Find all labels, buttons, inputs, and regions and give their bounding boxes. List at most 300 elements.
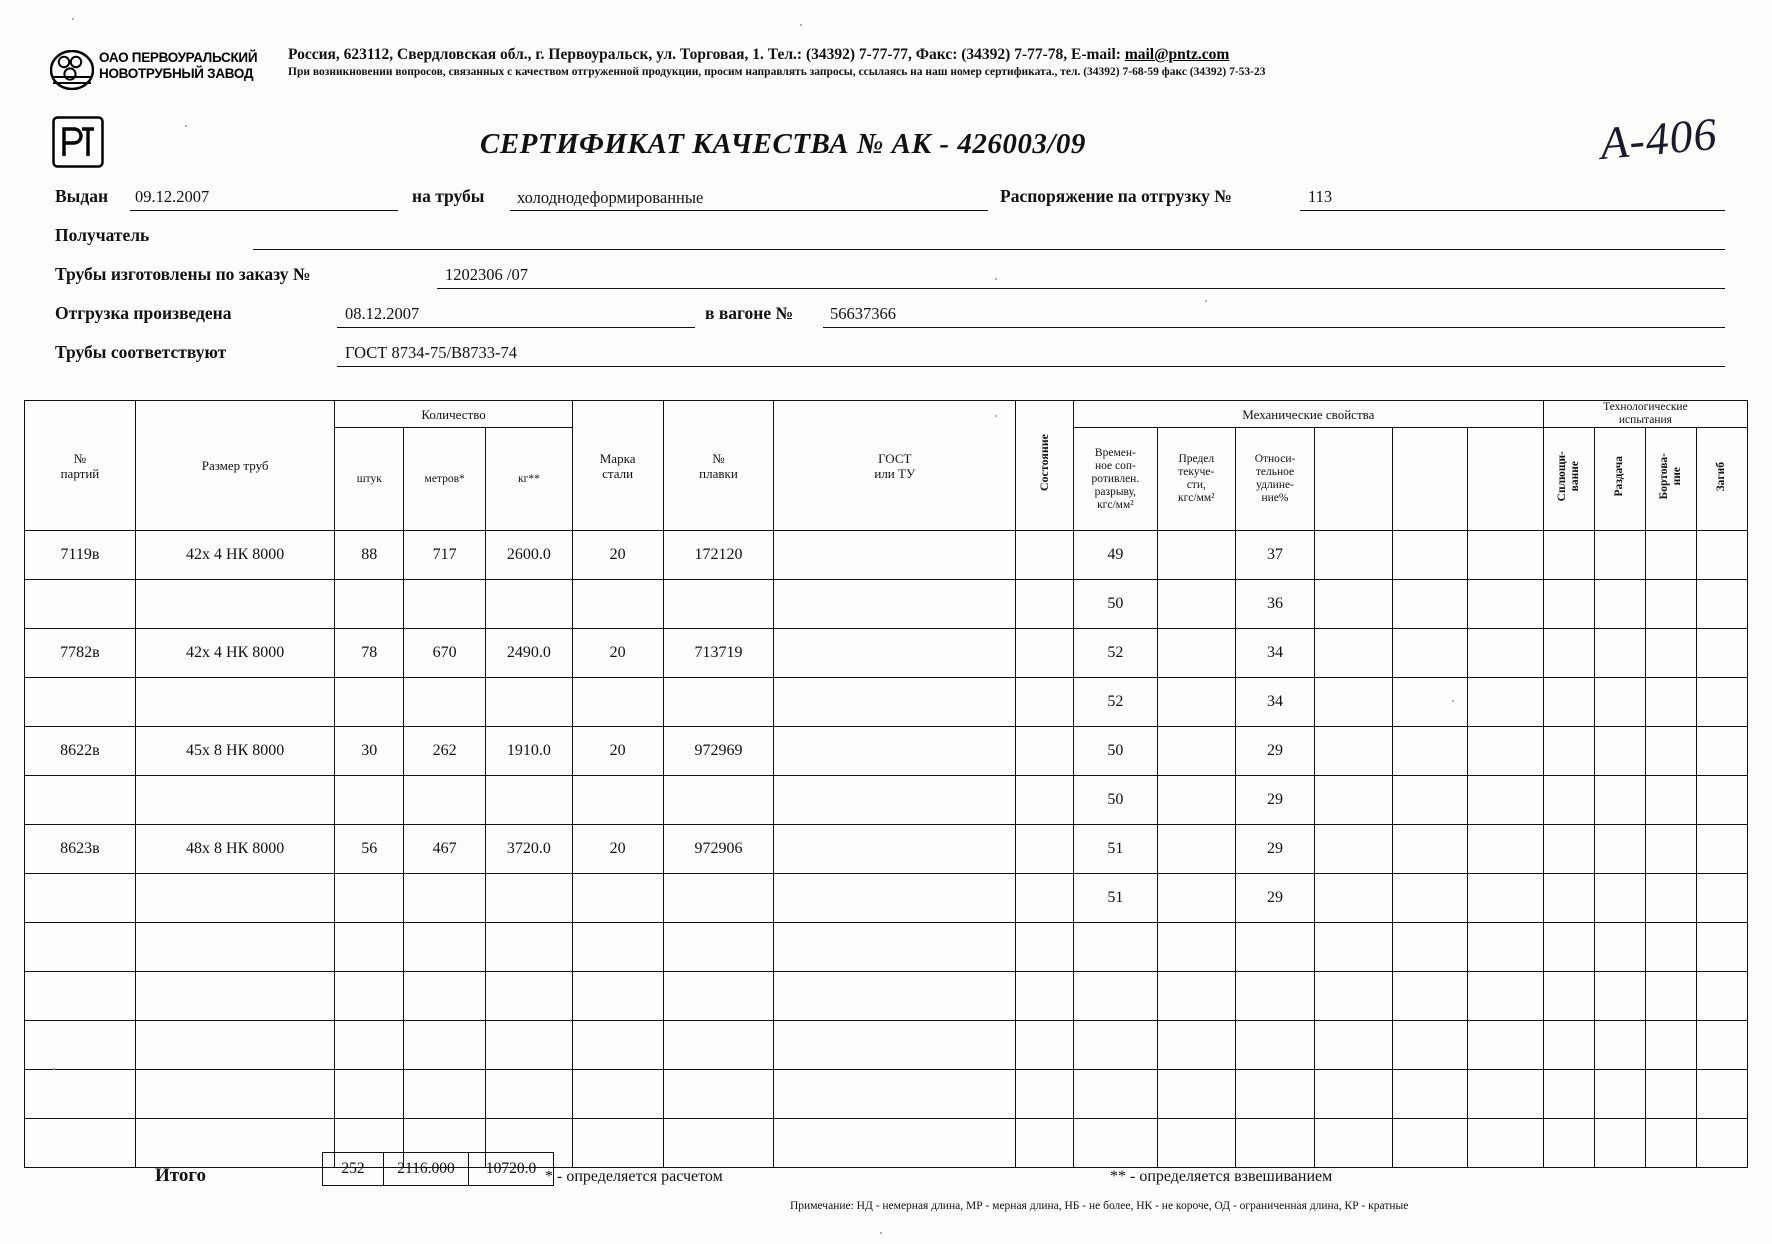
cell-elong (1235, 1021, 1315, 1070)
cell-flange (1645, 678, 1696, 727)
cell-heat: 972969 (663, 727, 774, 776)
cell-size: 48х 8 НК 8000 (135, 825, 335, 874)
table-row[interactable] (25, 580, 1748, 629)
cell-extra-3 (1468, 972, 1543, 1021)
cell-pieces (335, 1070, 404, 1119)
cell-party (25, 1021, 136, 1070)
cell-heat: 713719 (663, 629, 774, 678)
cell-heat (663, 1070, 774, 1119)
pipes-underline (510, 210, 988, 211)
cell-pieces (335, 923, 404, 972)
cell-flatten (1543, 972, 1594, 1021)
cell-pieces: 56 (335, 825, 404, 874)
cell-meters (404, 972, 486, 1021)
cell-extra-2 (1393, 825, 1468, 874)
conform-value[interactable]: ГОСТ 8734-75/В8733-74 (345, 343, 518, 362)
cell-bend (1696, 776, 1747, 825)
cell-kg: 2490.0 (486, 629, 572, 678)
cell-meters (404, 580, 486, 629)
company-address-block (288, 45, 1728, 80)
shipment-value[interactable]: 08.12.2007 (345, 304, 420, 323)
th-flatten: Сплющи- вание (1543, 428, 1594, 531)
cell-kg (486, 776, 572, 825)
cell-kg: 3720.0 (486, 825, 572, 874)
cell-party (25, 1119, 136, 1168)
cell-flange (1645, 776, 1696, 825)
cell-meters (404, 923, 486, 972)
th-yield: Предел текуче- сти, кгс/мм² (1158, 428, 1236, 531)
cell-party: 7119в (25, 531, 136, 580)
cell-extra-2 (1393, 776, 1468, 825)
form-row-shipment (55, 287, 1725, 322)
cell-gost (774, 825, 1016, 874)
cell-expand (1594, 678, 1645, 727)
wagon-value[interactable]: 56637366 (830, 304, 896, 323)
scan-speck (800, 24, 802, 26)
cell-pieces (335, 776, 404, 825)
cell-kg (486, 1021, 572, 1070)
cell-tensile (1073, 923, 1157, 972)
cell-steel (572, 1070, 663, 1119)
cell-size: 42х 4 НК 8000 (135, 629, 335, 678)
cell-kg (486, 678, 572, 727)
cell-expand (1594, 580, 1645, 629)
table-row[interactable] (25, 1119, 1748, 1168)
handwritten-mark: А-406 (1597, 107, 1719, 170)
cell-steel (572, 776, 663, 825)
order-label: Трубы изготовлены по заказу № (55, 264, 311, 284)
cell-state (1016, 776, 1074, 825)
cell-state (1016, 629, 1074, 678)
cell-meters (404, 678, 486, 727)
cell-bend (1696, 1070, 1747, 1119)
cell-party: 8622в (25, 727, 136, 776)
table-row[interactable] (25, 1021, 1748, 1070)
cell-state (1016, 825, 1074, 874)
cell-tensile: 52 (1073, 629, 1157, 678)
cell-flatten (1543, 1021, 1594, 1070)
cell-elong: 36 (1235, 580, 1315, 629)
cell-state (1016, 1021, 1074, 1070)
receiver-underline (253, 249, 1725, 250)
cell-gost (774, 776, 1016, 825)
cell-elong: 29 (1235, 874, 1315, 923)
cell-heat (663, 923, 774, 972)
cell-expand (1594, 1070, 1645, 1119)
issued-underline (130, 210, 398, 211)
pipes-label: на трубы (412, 186, 485, 206)
cell-bend (1696, 727, 1747, 776)
th-expand: Раздача (1594, 428, 1645, 531)
cell-yield (1158, 531, 1236, 580)
cell-extra-2 (1393, 678, 1468, 727)
table-row[interactable] (25, 629, 1748, 678)
cell-extra-1 (1315, 1119, 1393, 1168)
cell-size (135, 580, 335, 629)
cell-extra-1 (1315, 629, 1393, 678)
th-elong: Относи- тельное удлине- ние% (1235, 428, 1315, 531)
cell-gost (774, 1021, 1016, 1070)
cell-extra-3 (1468, 629, 1543, 678)
cell-party (25, 874, 136, 923)
cell-pieces (335, 972, 404, 1021)
table-row[interactable] (25, 727, 1748, 776)
header-row-1 (25, 401, 1748, 428)
cell-flange (1645, 531, 1696, 580)
cell-state (1016, 1070, 1074, 1119)
cell-steel: 20 (572, 825, 663, 874)
cell-meters: 262 (404, 727, 486, 776)
page-header (50, 45, 1730, 105)
cell-extra-2 (1393, 629, 1468, 678)
conform-label: Трубы соответствуют (55, 342, 227, 362)
table-row[interactable] (25, 874, 1748, 923)
cell-gost (774, 1070, 1016, 1119)
th-steel-grade: Марка стали (572, 401, 663, 531)
cell-expand (1594, 1119, 1645, 1168)
scan-speck (1205, 300, 1207, 302)
cell-extra-3 (1468, 531, 1543, 580)
cell-yield (1158, 1021, 1236, 1070)
cell-flange (1645, 1070, 1696, 1119)
cell-yield (1158, 776, 1236, 825)
th-party-no: № партий (25, 401, 136, 531)
form-row-issued (55, 182, 1725, 217)
cell-pieces (335, 580, 404, 629)
cell-steel (572, 678, 663, 727)
cell-steel: 20 (572, 531, 663, 580)
cell-expand (1594, 727, 1645, 776)
cell-gost (774, 1119, 1016, 1168)
pipes-value[interactable]: холоднодеформированные (517, 188, 704, 207)
cell-extra-3 (1468, 727, 1543, 776)
cell-extra-1 (1315, 923, 1393, 972)
cell-flatten (1543, 629, 1594, 678)
rostest-stamp-icon (52, 116, 104, 168)
cell-extra-2 (1393, 580, 1468, 629)
cell-heat (663, 1021, 774, 1070)
cell-meters: 670 (404, 629, 486, 678)
cell-tensile (1073, 972, 1157, 1021)
cell-elong: 34 (1235, 629, 1315, 678)
cell-flatten (1543, 874, 1594, 923)
cell-extra-3 (1468, 776, 1543, 825)
cell-yield (1158, 825, 1236, 874)
table-row[interactable] (25, 825, 1748, 874)
cell-kg: 1910.0 (486, 727, 572, 776)
cell-kg: 2600.0 (486, 531, 572, 580)
cell-meters: 467 (404, 825, 486, 874)
cell-flatten (1543, 580, 1594, 629)
cell-state (1016, 678, 1074, 727)
cell-extra-2 (1393, 1119, 1468, 1168)
cell-extra-3 (1468, 923, 1543, 972)
cell-yield (1158, 727, 1236, 776)
table-head (25, 401, 1748, 531)
cell-meters (404, 776, 486, 825)
cell-extra-3 (1468, 1119, 1543, 1168)
cell-elong (1235, 1119, 1315, 1168)
cell-tensile: 50 (1073, 580, 1157, 629)
table-row[interactable] (25, 776, 1748, 825)
cell-pieces (335, 678, 404, 727)
cell-expand (1594, 874, 1645, 923)
cell-flange (1645, 874, 1696, 923)
th-qty-pieces: штук (335, 428, 404, 531)
cell-tensile (1073, 1119, 1157, 1168)
cell-steel (572, 1119, 663, 1168)
cell-state (1016, 531, 1074, 580)
cell-pieces: 78 (335, 629, 404, 678)
cell-steel (572, 1021, 663, 1070)
cell-size (135, 678, 335, 727)
cell-gost (774, 972, 1016, 1021)
cell-extra-1 (1315, 874, 1393, 923)
cell-elong: 37 (1235, 531, 1315, 580)
cell-extra-1 (1315, 1021, 1393, 1070)
cell-party (25, 972, 136, 1021)
scan-speck (995, 278, 997, 280)
th-mech-extra-2 (1393, 428, 1468, 531)
form-row-order (55, 252, 1725, 287)
company-logo (50, 50, 275, 90)
cell-tensile (1073, 1070, 1157, 1119)
ship-order-label: Распоряжение па отгрузку № (1000, 186, 1232, 206)
company-note: При возникновении вопросов, связанных с качеством отгруженной продукции, просим направлять запросы, ссылаясь на наш номер сертификата., тел. (34392) 7-68-59 факс (34392) 7-53-23 (288, 66, 1266, 78)
cell-size (135, 972, 335, 1021)
cell-party (25, 1070, 136, 1119)
table-row[interactable] (25, 531, 1748, 580)
cell-yield (1158, 629, 1236, 678)
shipment-label: Отгрузка произведена (55, 303, 232, 323)
form-row-receiver (55, 217, 1725, 252)
cell-extra-2 (1393, 531, 1468, 580)
cell-gost (774, 678, 1016, 727)
th-size: Размер труб (135, 401, 335, 531)
cell-yield (1158, 972, 1236, 1021)
cell-steel (572, 972, 663, 1021)
cell-party: 8623в (25, 825, 136, 874)
pntz-logo-icon (50, 50, 94, 90)
cell-yield (1158, 923, 1236, 972)
cell-tensile: 49 (1073, 531, 1157, 580)
total-meters: 2116.000 (383, 1152, 468, 1186)
cell-heat (663, 874, 774, 923)
footnote-weigh: ** - определяется взвешиванием (1110, 1168, 1333, 1185)
table-body (25, 531, 1748, 1168)
cell-pieces (335, 874, 404, 923)
th-heat-no: № плавки (663, 401, 774, 531)
cell-state (1016, 1119, 1074, 1168)
th-qty-kg: кг** (486, 428, 572, 531)
company-address: Россия, 623112, Свердловская обл., г. Первоуральск, ул. Торговая, 1. Тел.: (34392) 7-77-77, Факс: (34392) 7-77-78, E-mail: mail@pntz.com (288, 46, 1230, 63)
th-quantity: Количество (335, 401, 572, 428)
cell-flange (1645, 825, 1696, 874)
cell-flatten (1543, 531, 1594, 580)
conform-underline (337, 366, 1725, 367)
cell-bend (1696, 825, 1747, 874)
cell-elong: 29 (1235, 776, 1315, 825)
cell-yield (1158, 1070, 1236, 1119)
cell-extra-2 (1393, 923, 1468, 972)
footnote-remark: Примечание: НД - немерная длина, МР - мерная длина, НБ - не более, НК - не короче, ОД - ограниченная длина, КР - кратные (790, 1200, 1409, 1212)
cell-tensile: 51 (1073, 874, 1157, 923)
cell-size (135, 1070, 335, 1119)
cell-flatten (1543, 727, 1594, 776)
cell-meters (404, 1021, 486, 1070)
cell-state (1016, 727, 1074, 776)
cell-extra-3 (1468, 874, 1543, 923)
wagon-label: в вагоне № (705, 303, 794, 323)
cell-flatten (1543, 825, 1594, 874)
cell-expand (1594, 923, 1645, 972)
cell-size: 45х 8 НК 8000 (135, 727, 335, 776)
cell-heat (663, 580, 774, 629)
cell-extra-1 (1315, 678, 1393, 727)
th-state: Состояние (1016, 401, 1074, 531)
cell-size (135, 1021, 335, 1070)
cell-size (135, 923, 335, 972)
cell-yield (1158, 1119, 1236, 1168)
cell-party: 7782в (25, 629, 136, 678)
cell-extra-1 (1315, 1070, 1393, 1119)
cell-bend (1696, 1021, 1747, 1070)
cell-elong: 29 (1235, 825, 1315, 874)
cell-state (1016, 923, 1074, 972)
ship-order-value[interactable]: 113 (1308, 187, 1333, 206)
cell-bend (1696, 629, 1747, 678)
cell-gost (774, 727, 1016, 776)
cell-bend (1696, 580, 1747, 629)
ship-order-underline (1300, 210, 1725, 211)
total-pieces: 252 (322, 1152, 383, 1186)
cell-meters (404, 1070, 486, 1119)
cell-extra-2 (1393, 874, 1468, 923)
scan-speck (1452, 700, 1454, 702)
cell-extra-3 (1468, 1021, 1543, 1070)
cell-heat (663, 972, 774, 1021)
cell-flange (1645, 1119, 1696, 1168)
cell-bend (1696, 1119, 1747, 1168)
cell-elong (1235, 972, 1315, 1021)
cell-extra-3 (1468, 825, 1543, 874)
th-mech-extra-3 (1468, 428, 1543, 531)
cell-elong (1235, 923, 1315, 972)
cell-heat (663, 776, 774, 825)
cell-meters: 717 (404, 531, 486, 580)
order-value[interactable]: 1202306 /07 (445, 265, 528, 284)
cell-flange (1645, 1021, 1696, 1070)
cell-flange (1645, 580, 1696, 629)
cell-extra-1 (1315, 972, 1393, 1021)
cell-extra-1 (1315, 776, 1393, 825)
cell-steel (572, 580, 663, 629)
cell-flatten (1543, 776, 1594, 825)
cell-size: 42х 4 НК 8000 (135, 531, 335, 580)
receiver-label: Получатель (55, 225, 150, 245)
cell-tensile: 52 (1073, 678, 1157, 727)
cell-bend (1696, 531, 1747, 580)
th-tech-tests: Технологические испытания (1543, 401, 1747, 428)
cell-gost (774, 923, 1016, 972)
cell-kg (486, 1070, 572, 1119)
cell-extra-1 (1315, 727, 1393, 776)
cell-flange (1645, 629, 1696, 678)
cell-kg (486, 874, 572, 923)
table-row[interactable] (25, 923, 1748, 972)
scan-speck (880, 1232, 882, 1234)
th-qty-meters: метров* (404, 428, 486, 531)
scan-speck (185, 125, 187, 127)
email-link[interactable]: mail@pntz.com (1124, 46, 1230, 63)
cell-extra-1 (1315, 531, 1393, 580)
cell-yield (1158, 678, 1236, 727)
cell-extra-3 (1468, 1070, 1543, 1119)
cell-tensile: 50 (1073, 727, 1157, 776)
cell-size (135, 1119, 335, 1168)
cell-state (1016, 972, 1074, 1021)
footnote-calc: * - определяется расчетом (545, 1168, 723, 1185)
th-tensile: Времен- ное соп- ротивлен. разрыву, кгс/мм² (1073, 428, 1157, 531)
th-bend: Загиб (1696, 428, 1747, 531)
issued-value[interactable]: 09.12.2007 (135, 187, 210, 206)
table-row[interactable] (25, 972, 1748, 1021)
cell-flatten (1543, 1070, 1594, 1119)
cell-tensile: 51 (1073, 825, 1157, 874)
cell-party (25, 678, 136, 727)
cell-elong: 34 (1235, 678, 1315, 727)
page-title: СЕРТИФИКАТ КАЧЕСТВА № АК - 426003/09 (480, 128, 1086, 160)
cell-expand (1594, 972, 1645, 1021)
cell-kg (486, 923, 572, 972)
cell-kg (486, 972, 572, 1021)
cell-extra-1 (1315, 580, 1393, 629)
scan-speck (995, 415, 997, 417)
cell-heat (663, 1119, 774, 1168)
cell-expand (1594, 629, 1645, 678)
cell-flatten (1543, 678, 1594, 727)
form-fields (55, 182, 1725, 362)
cell-bend (1696, 678, 1747, 727)
table-row[interactable] (25, 1070, 1748, 1119)
cell-party (25, 776, 136, 825)
cell-party (25, 923, 136, 972)
cell-state (1016, 874, 1074, 923)
cell-extra-2 (1393, 972, 1468, 1021)
totals-label: Итого (155, 1165, 207, 1186)
scan-speck (53, 1068, 55, 1070)
cell-heat: 172120 (663, 531, 774, 580)
cell-flange (1645, 972, 1696, 1021)
cell-extra-3 (1468, 678, 1543, 727)
form-row-conform (55, 322, 1725, 362)
cell-size (135, 874, 335, 923)
cell-bend (1696, 874, 1747, 923)
cell-elong: 29 (1235, 727, 1315, 776)
cell-steel: 20 (572, 727, 663, 776)
cell-flange (1645, 923, 1696, 972)
certificate-table (24, 400, 1748, 1168)
cell-gost (774, 629, 1016, 678)
cell-expand (1594, 776, 1645, 825)
cell-steel: 20 (572, 629, 663, 678)
cell-party (25, 580, 136, 629)
cell-size (135, 776, 335, 825)
cell-heat: 972906 (663, 825, 774, 874)
cell-expand (1594, 825, 1645, 874)
table-row[interactable] (25, 678, 1748, 727)
totals-box (322, 1152, 554, 1186)
